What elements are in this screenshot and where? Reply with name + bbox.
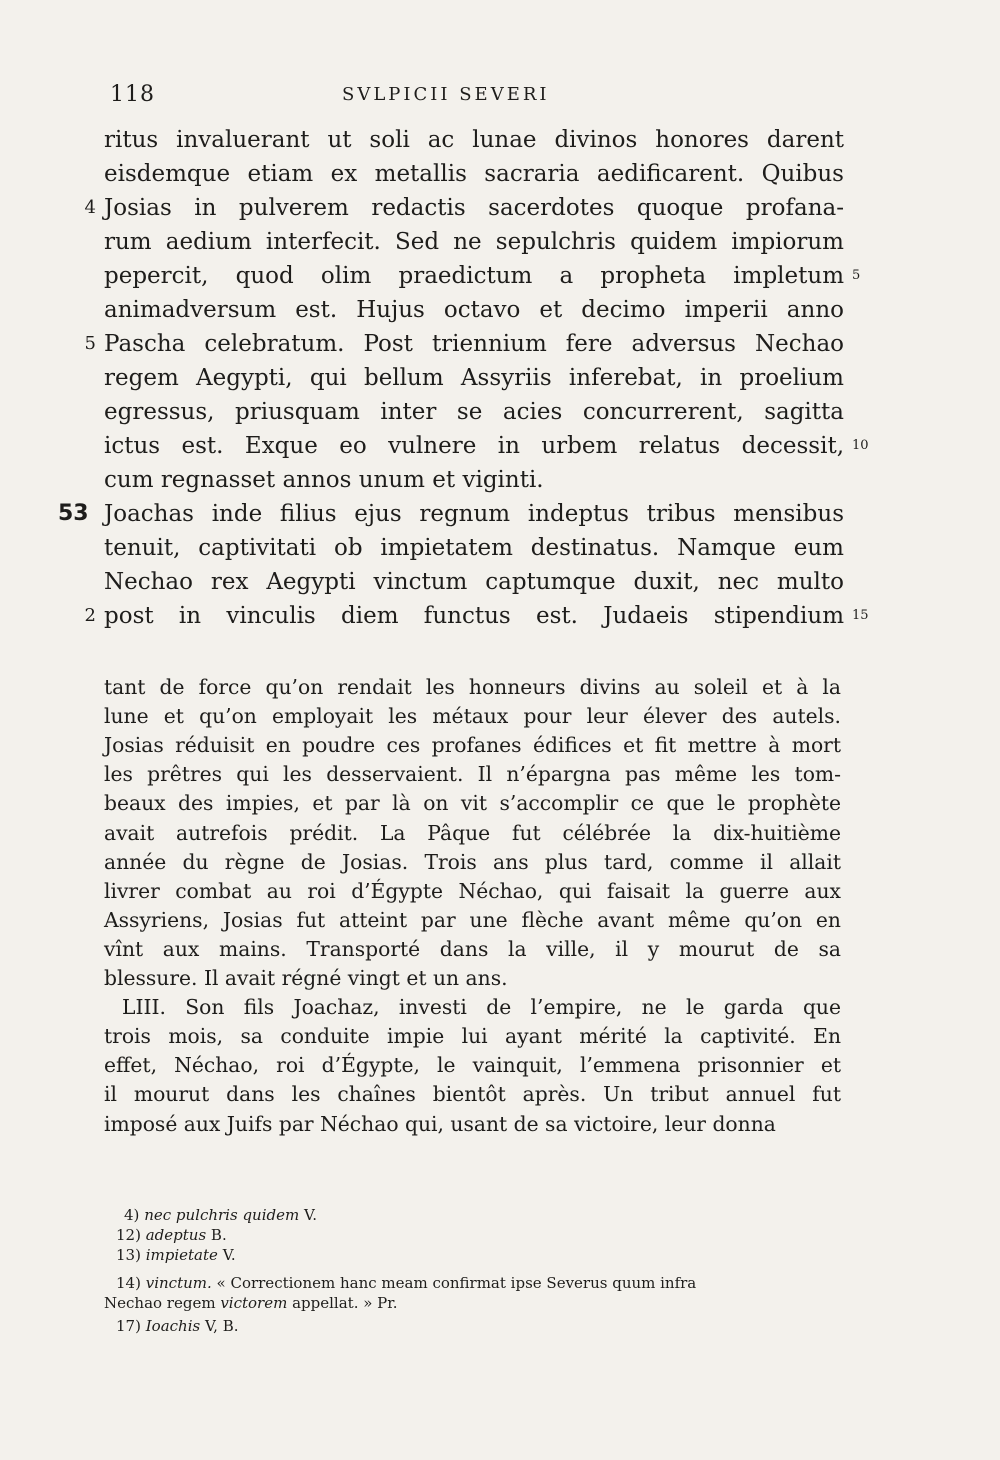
latin-line-text: ritus invaluerant ut soli ac lunae divinos honores darent bbox=[104, 127, 844, 153]
latin-line bbox=[104, 259, 844, 293]
latin-line-text: Nechao rex Aegypti vinctum captumque duxit, nec multo bbox=[104, 569, 844, 595]
footnote bbox=[116, 1225, 227, 1245]
latin-line bbox=[104, 565, 844, 599]
latin-line-text: regem Aegypti, qui bellum Assyriis inferebat, in proelium bbox=[104, 365, 844, 391]
french-line-text: LIII. Son fils Joachaz, investi de l’empire, ne le garda que bbox=[122, 995, 841, 1020]
running-title: SVLPICII SEVERI bbox=[342, 84, 550, 105]
latin-margin-left-number: 5 bbox=[84, 333, 96, 354]
running-head bbox=[0, 82, 1000, 112]
french-line bbox=[104, 848, 841, 877]
french-line-text: année du règne de Josias. Trois ans plus tard, comme il allait bbox=[104, 849, 841, 874]
footnote-variant: Ioachis bbox=[145, 1317, 201, 1335]
latin-line-text: rum aedium interfecit. Sed ne sepulchris quidem impiorum bbox=[104, 229, 844, 255]
french-line-text: vînt aux mains. Transporté dans la ville, il y mourut de sa bbox=[104, 936, 841, 961]
french-line bbox=[104, 673, 841, 702]
footnote-text: appellat. » Pr. bbox=[287, 1294, 398, 1312]
french-line bbox=[104, 789, 841, 818]
french-line bbox=[104, 731, 841, 760]
latin-line bbox=[104, 599, 844, 633]
latin-margin-left-number: 2 bbox=[84, 605, 96, 626]
footnote-variant: victorem bbox=[220, 1294, 288, 1312]
french-line-text: avait autrefois prédit. La Pâque fut célébrée la dix-huitième bbox=[104, 820, 841, 845]
latin-line-text: Joachas inde filius ejus regnum indeptus tribus mensibus bbox=[104, 501, 844, 527]
latin-line-text: Josias in pulverem redactis sacerdotes quoque profana- bbox=[104, 195, 844, 221]
footnote bbox=[116, 1245, 236, 1265]
footnote-text: V. bbox=[217, 1246, 236, 1264]
footnote-number: 17) bbox=[116, 1317, 141, 1335]
french-line-text: tant de force qu’on rendait les honneurs divins au soleil et à la bbox=[104, 675, 841, 699]
footnote-number: 14) bbox=[116, 1274, 141, 1292]
footnote-variant: vinctum. bbox=[145, 1274, 212, 1292]
french-line-text: livrer combat au roi d’Égypte Néchao, qui faisait la guerre aux bbox=[104, 878, 841, 903]
french-line bbox=[104, 1110, 841, 1139]
french-line bbox=[104, 819, 841, 848]
footnote-number: 4) bbox=[124, 1206, 140, 1224]
footnote-text: V. bbox=[299, 1206, 317, 1224]
footnote-variant: adeptus bbox=[145, 1226, 207, 1244]
latin-line bbox=[104, 225, 844, 259]
french-line bbox=[104, 760, 841, 789]
french-line bbox=[104, 702, 841, 731]
footnote-number: 12) bbox=[116, 1226, 141, 1244]
latin-margin-right-number: 10 bbox=[852, 438, 869, 453]
french-line-text: les prêtres qui les desservaient. Il n’épargna pas même les tom- bbox=[104, 762, 841, 787]
latin-line-text: post in vinculis diem functus est. Judaeis stipendium bbox=[104, 603, 844, 629]
french-line bbox=[104, 877, 841, 906]
latin-line bbox=[104, 327, 844, 361]
latin-line bbox=[104, 361, 844, 395]
latin-line bbox=[104, 123, 844, 157]
french-line-text: lune et qu’on employait les métaux pour leur élever des autels. bbox=[104, 704, 841, 729]
latin-line bbox=[104, 531, 844, 565]
french-line bbox=[104, 1080, 841, 1109]
page-number: 118 bbox=[110, 82, 155, 107]
french-line bbox=[104, 964, 841, 993]
latin-line-text: egressus, priusquam inter se acies concurrerent, sagitta bbox=[104, 399, 844, 425]
footnote-variant: nec pulchris quidem bbox=[144, 1206, 300, 1224]
latin-line-text: eisdemque etiam ex metallis sacraria aedificarent. Quibus bbox=[104, 161, 844, 187]
latin-line bbox=[104, 463, 844, 497]
latin-margin-left-number: 4 bbox=[84, 197, 96, 218]
footnote bbox=[116, 1273, 696, 1293]
latin-margin-right-number: 5 bbox=[852, 268, 861, 283]
french-line bbox=[104, 935, 841, 964]
french-line-text: trois mois, sa conduite impie lui ayant mérité la captivité. En bbox=[104, 1024, 841, 1049]
latin-line-text: Pascha celebratum. Post triennium fere adversus Nechao bbox=[104, 331, 844, 357]
latin-line bbox=[104, 157, 844, 191]
footnote-text: « Correctionem hanc meam confirmat ipse Severus quum infra bbox=[211, 1274, 697, 1292]
latin-margin-left-number: 53 bbox=[58, 501, 89, 526]
latin-line-text: pepercit, quod olim praedictum a propheta impletum bbox=[104, 263, 844, 289]
french-line-text: beaux des impies, et par là on vit s’accomplir ce que le prophète bbox=[104, 791, 841, 816]
latin-line bbox=[104, 395, 844, 429]
footnote bbox=[116, 1316, 239, 1336]
footnote-text: V, B. bbox=[200, 1317, 239, 1335]
footnote-variant: impietate bbox=[145, 1246, 218, 1264]
latin-line bbox=[104, 497, 844, 531]
latin-line-text: cum regnasset annos unum et viginti. bbox=[104, 467, 544, 493]
french-line-text: imposé aux Juifs par Néchao qui, usant de sa victoire, leur donna bbox=[104, 1111, 776, 1136]
french-line bbox=[122, 993, 841, 1022]
french-line bbox=[104, 906, 841, 935]
footnote-text: B. bbox=[206, 1226, 227, 1244]
footnote bbox=[124, 1205, 317, 1225]
footnote-text: Nechao regem bbox=[104, 1294, 221, 1312]
french-line-text: Josias réduisit en poudre ces profanes édifices et fit mettre à mort bbox=[104, 733, 841, 758]
footnote bbox=[104, 1293, 398, 1313]
latin-line-text: animadversum est. Hujus octavo et decimo imperii anno bbox=[104, 297, 844, 323]
latin-line-text: ictus est. Exque eo vulnere in urbem relatus decessit, bbox=[104, 433, 844, 459]
latin-line bbox=[104, 429, 844, 463]
french-line bbox=[104, 1022, 841, 1051]
latin-line bbox=[104, 191, 844, 225]
latin-margin-right-number: 15 bbox=[852, 608, 869, 623]
footnote-number: 13) bbox=[116, 1246, 141, 1264]
french-line-text: Assyriens, Josias fut atteint par une flèche avant même qu’on en bbox=[104, 907, 841, 932]
latin-line-text: tenuit, captivitati ob impietatem destinatus. Namque eum bbox=[104, 535, 844, 561]
french-line-text: blessure. Il avait régné vingt et un ans. bbox=[104, 966, 508, 990]
french-line-text: effet, Néchao, roi d’Égypte, le vainquit, l’emmena prisonnier et bbox=[104, 1053, 841, 1078]
french-line bbox=[104, 1051, 841, 1080]
latin-line bbox=[104, 293, 844, 327]
french-line-text: il mourut dans les chaînes bientôt après. Un tribut annuel fut bbox=[104, 1082, 841, 1107]
